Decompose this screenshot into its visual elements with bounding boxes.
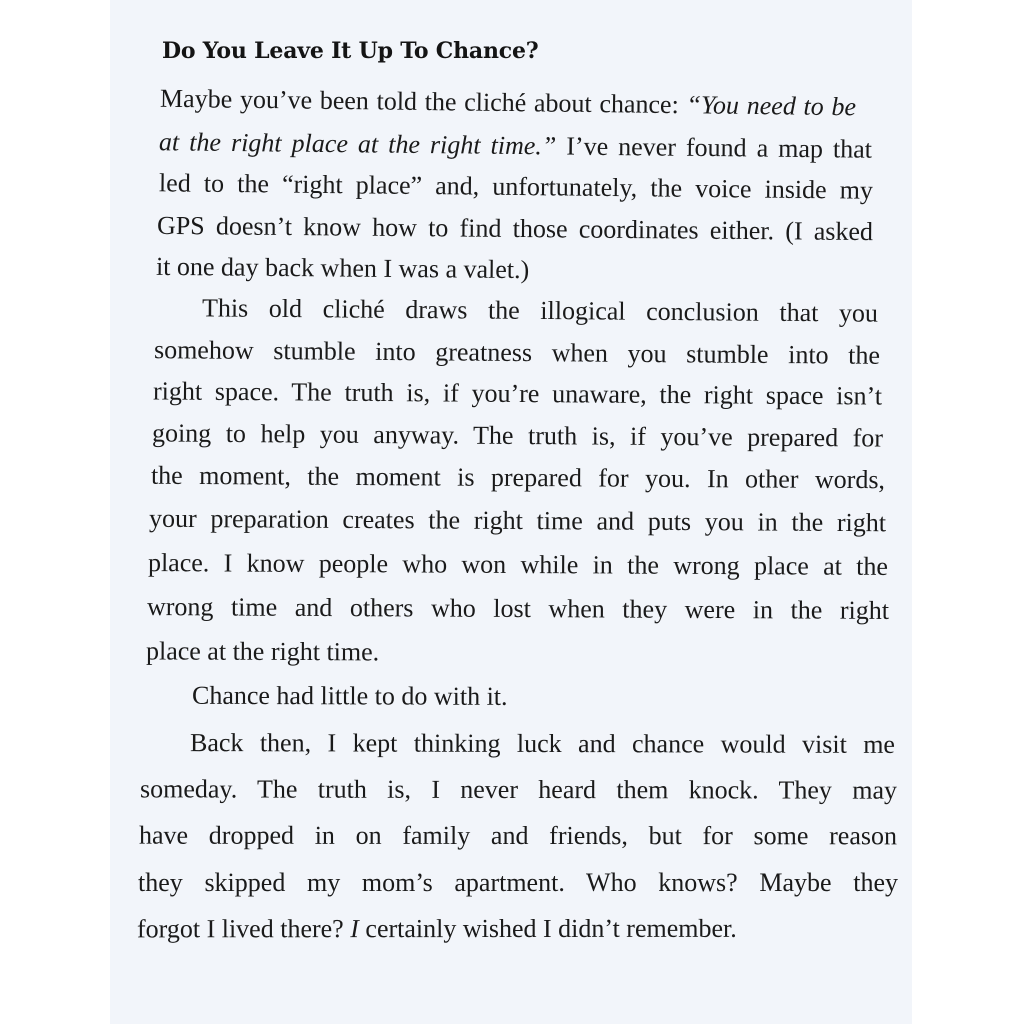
- text-line: [138, 868, 898, 898]
- text-line: [159, 168, 873, 205]
- text-run: they skipped my mom’s apartment. Who knows? Maybe they: [138, 868, 898, 897]
- text-line: [202, 293, 878, 328]
- text-run: it one day back when I was a valet.): [155, 251, 530, 285]
- text-run: wrong time and others who lost when they were in the right: [146, 592, 890, 625]
- text-run: someday. The truth is, I never heard them knock. They may: [139, 774, 898, 805]
- text-line: [192, 681, 892, 713]
- text-run: somehow stumble into greatness when you stumble into the: [153, 335, 881, 370]
- text-line: [153, 376, 882, 411]
- text-run: I: [350, 914, 359, 944]
- section-heading: Do You Leave It Up To Chance?: [162, 38, 539, 64]
- text-run: your preparation creates the right time and puts you in the right: [148, 503, 887, 538]
- text-run: led to the “right place” and, unfortunately, the voice inside my: [158, 168, 874, 205]
- text-line: [149, 504, 886, 539]
- text-line: [159, 127, 872, 164]
- text-run: I’ve never found a map that: [556, 131, 873, 164]
- text-run: place at the right time.: [145, 636, 380, 667]
- text-run: This old cliché draws the illogical conclusion that you: [201, 293, 879, 328]
- text-line: [147, 592, 889, 626]
- text-line: [151, 461, 885, 495]
- text-run: forgot I lived there?: [136, 914, 351, 944]
- text-line: [137, 914, 897, 945]
- text-line: [190, 728, 895, 760]
- text-run: the moment, the moment is prepared for you. In other words,: [150, 460, 886, 495]
- text-line: [148, 548, 888, 582]
- text-run: GPS doesn’t know how to find those coordinates either. (I asked: [156, 210, 874, 247]
- text-line: [154, 335, 880, 371]
- text-line: [152, 418, 883, 453]
- text-run: place. I know people who won while in the wrong place at the: [147, 548, 889, 581]
- text-line: [160, 84, 856, 123]
- text-run: Back then, I kept thinking luck and chance would visit me: [189, 728, 896, 759]
- text-line: [156, 252, 872, 288]
- text-run: right space. The truth is, if you’re unaware, the right space isn’t: [152, 376, 883, 411]
- text-line: [157, 211, 873, 247]
- text-line: [146, 636, 888, 669]
- text-run: have dropped in on family and friends, but for some reason: [138, 820, 898, 851]
- book-page: [110, 0, 912, 1024]
- text-line: [140, 774, 897, 805]
- text-line: [139, 821, 897, 852]
- text-run: Maybe you’ve been told the cliché about chance:: [159, 83, 687, 120]
- text-run: certainly wished I didn’t remember.: [358, 913, 737, 944]
- text-run: at the right place at the right time.”: [158, 127, 557, 161]
- text-run: Chance had little to do with it.: [191, 680, 508, 711]
- text-run: going to help you anyway. The truth is, if you’ve prepared for: [151, 418, 884, 453]
- text-run: “You need to be: [686, 90, 857, 122]
